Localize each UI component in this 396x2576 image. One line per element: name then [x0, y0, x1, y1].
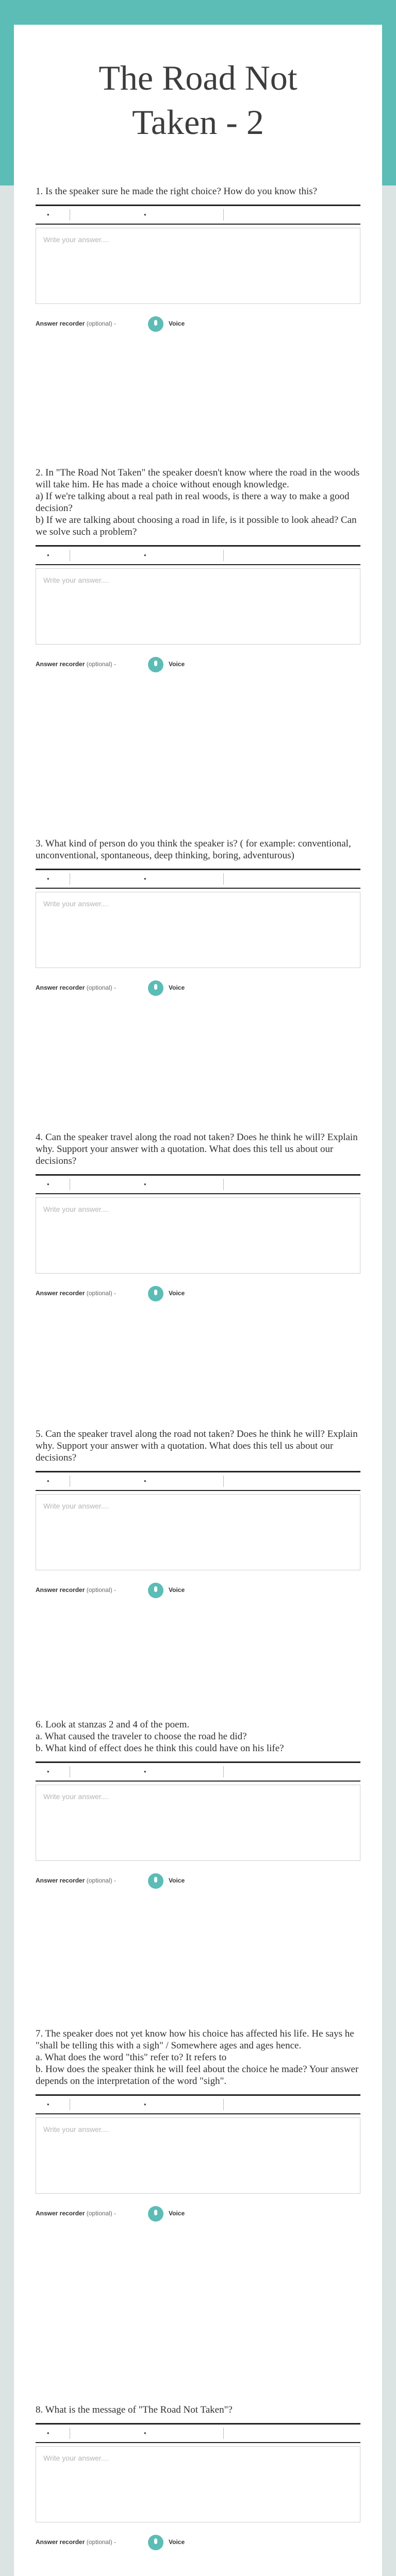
question-text: 8. What is the message of "The Road Not Taken"? [36, 2404, 233, 2415]
question-1 [36, 185, 360, 332]
worksheet-paper [14, 25, 382, 2576]
bullet-icon[interactable]: • [144, 2429, 146, 2437]
page-title: The Road Not Taken - 2 [98, 58, 298, 142]
bullet-icon[interactable]: • [47, 211, 50, 218]
voice-label[interactable]: Voice [169, 2538, 185, 2546]
answer-input[interactable]: Write your answer.... [36, 1494, 360, 1570]
answer-recorder [36, 657, 360, 672]
bullet-icon[interactable]: • [47, 2429, 50, 2437]
recorder-label: Answer recorder (optional) - [36, 2210, 117, 2217]
answer-input[interactable]: Write your answer.... [36, 228, 360, 304]
question-text: 1. Is the speaker sure he made the right choice? How do you know this? [36, 186, 318, 197]
editor-toolbar [36, 2094, 360, 2114]
microphone-icon[interactable] [148, 2535, 163, 2550]
question-text: 2. In "The Road Not Taken" the speaker doesn't know where the road in the woods will take him. He has made a choice without enough knowledge. a) If we're talking about a real path in real woods, is there a way to make a good decision? b) If we are talking about choosing a road in life, is it possible to look ahead? Can we solve such a problem? [36, 467, 360, 537]
bullet-icon[interactable]: • [47, 2100, 50, 2108]
editor-toolbar [36, 1174, 360, 1194]
toolbar-divider [223, 1766, 224, 1777]
bullet-icon[interactable]: • [144, 1768, 146, 1775]
microphone-icon[interactable] [148, 1873, 163, 1889]
answer-input[interactable]: Write your answer.... [36, 892, 360, 968]
question-text: 6. Look at stanzas 2 and 4 of the poem. a. What caused the traveler to choose the road he did? b. What kind of effect does he think this could have on his life? [36, 1719, 284, 1754]
recorder-label: Answer recorder (optional) - [36, 1290, 117, 1297]
microphone-icon[interactable] [148, 657, 163, 672]
microphone-icon[interactable] [148, 980, 163, 996]
question-text: 4. Can the speaker travel along the road not taken? Does he think he will? Explain why. Support your answer with a quotation. What does this tell us about our decisions? [36, 1132, 358, 1166]
editor-toolbar [36, 1761, 360, 1782]
editor-toolbar [36, 869, 360, 889]
answer-recorder [36, 980, 360, 996]
editor-toolbar [36, 1471, 360, 1491]
answer-recorder [36, 1286, 360, 1301]
voice-label[interactable]: Voice [169, 660, 185, 668]
bullet-icon[interactable]: • [144, 1477, 146, 1485]
microphone-icon[interactable] [148, 2206, 163, 2222]
question-7 [36, 2028, 360, 2222]
toolbar-divider [223, 550, 224, 561]
recorder-label: Answer recorder (optional) - [36, 1586, 117, 1594]
bullet-icon[interactable]: • [144, 551, 146, 559]
question-text: 5. Can the speaker travel along the road not taken? Does he think he will? Explain why. Support your answer with a quotation. What does this tell us about our decisions? [36, 1429, 358, 1463]
toolbar-divider [223, 1179, 224, 1190]
bullet-icon[interactable]: • [47, 1180, 50, 1188]
voice-label[interactable]: Voice [169, 1586, 185, 1594]
question-text: 7. The speaker does not yet know how his choice has affected his life. He says he "shall be telling this with a sigh" / Somewhere ages and ages hence. a. What does the word "this" refer to? It refers to b. How does the speaker think he will feel about the choice he made? Your answer depends on the interpretation of the word "sigh". [36, 2028, 359, 2087]
answer-input[interactable]: Write your answer.... [36, 1785, 360, 1861]
answer-recorder [36, 2206, 360, 2222]
microphone-icon[interactable] [148, 1583, 163, 1598]
bullet-icon[interactable]: • [47, 551, 50, 559]
answer-recorder [36, 316, 360, 332]
question-3 [36, 838, 360, 996]
toolbar-divider [223, 2099, 224, 2110]
recorder-label: Answer recorder (optional) - [36, 984, 117, 991]
bullet-icon[interactable]: • [144, 875, 146, 883]
bullet-icon[interactable]: • [144, 211, 146, 218]
editor-toolbar [36, 545, 360, 565]
bullet-icon[interactable]: • [144, 2100, 146, 2108]
voice-label[interactable]: Voice [169, 320, 185, 327]
recorder-label: Answer recorder (optional) - [36, 320, 117, 327]
toolbar-divider [223, 873, 224, 885]
bullet-icon[interactable]: • [47, 875, 50, 883]
toolbar-divider [223, 1476, 224, 1487]
bullet-icon[interactable]: • [47, 1768, 50, 1775]
bullet-icon[interactable]: • [144, 1180, 146, 1188]
answer-input[interactable]: Write your answer.... [36, 2446, 360, 2522]
editor-toolbar [36, 2423, 360, 2443]
recorder-label: Answer recorder (optional) - [36, 1877, 117, 1884]
toolbar-divider [223, 209, 224, 221]
editor-toolbar [36, 205, 360, 225]
question-4 [36, 1131, 360, 1301]
question-8 [36, 2404, 360, 2550]
answer-input[interactable]: Write your answer.... [36, 2117, 360, 2194]
answer-input[interactable]: Write your answer.... [36, 568, 360, 645]
microphone-icon[interactable] [148, 1286, 163, 1301]
question-6 [36, 1719, 360, 1889]
recorder-label: Answer recorder (optional) - [36, 660, 117, 668]
bullet-icon[interactable]: • [47, 1477, 50, 1485]
toolbar-divider [223, 2428, 224, 2439]
answer-input[interactable]: Write your answer.... [36, 1197, 360, 1274]
voice-label[interactable]: Voice [169, 1877, 185, 1884]
recorder-label: Answer recorder (optional) - [36, 2538, 117, 2546]
microphone-icon[interactable] [148, 316, 163, 332]
answer-recorder [36, 1873, 360, 1889]
answer-recorder [36, 2535, 360, 2550]
voice-label[interactable]: Voice [169, 1290, 185, 1297]
voice-label[interactable]: Voice [169, 984, 185, 991]
question-2 [36, 467, 360, 672]
question-text: 3. What kind of person do you think the speaker is? ( for example: conventional, unconventional, spontaneous, deep thinking, boring, adventurous) [36, 838, 351, 861]
question-5 [36, 1428, 360, 1598]
voice-label[interactable]: Voice [169, 2210, 185, 2217]
answer-recorder [36, 1583, 360, 1598]
